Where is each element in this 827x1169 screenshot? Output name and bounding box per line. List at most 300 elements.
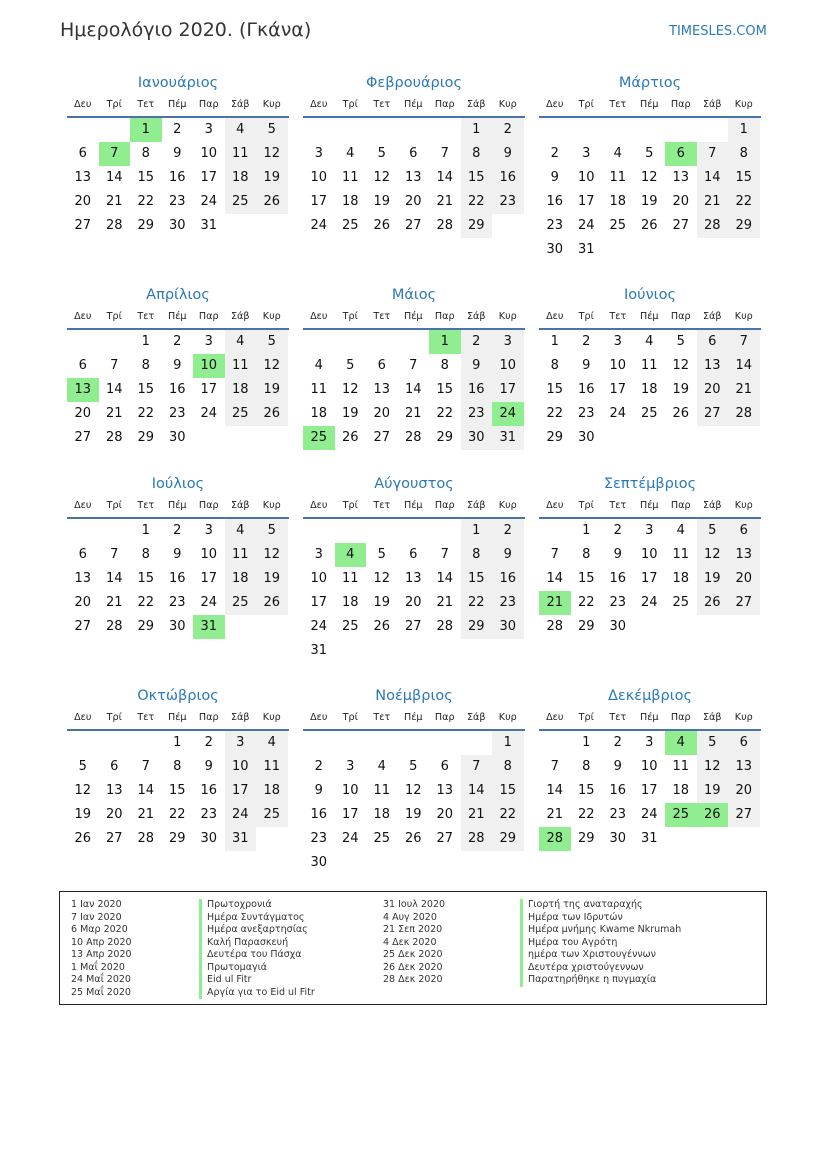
empty-day-cell (697, 615, 729, 639)
day-cell: 26 (373, 619, 391, 634)
day-cell: 17 (200, 170, 218, 185)
weekday-header: Παρ (434, 99, 455, 110)
day-cell: 25 (225, 190, 257, 214)
weekday-header: Παρ (434, 712, 455, 723)
day-cell: 21 (728, 378, 760, 402)
day-cell: 11 (341, 571, 359, 586)
week-row (67, 567, 289, 591)
day-cell: 11 (672, 759, 690, 774)
week-row (303, 827, 525, 851)
day-cell: 9 (550, 170, 559, 185)
day-cell: 29 (492, 827, 524, 851)
week-row (67, 166, 289, 190)
day-cell: 27 (74, 619, 92, 634)
legend-date: 4 Δεκ 2020 (383, 936, 437, 948)
day-cell: 24 (609, 406, 627, 421)
month-11 (303, 685, 525, 875)
day-cell: 22 (546, 406, 564, 421)
week-row (539, 426, 761, 450)
day-cell: 27 (105, 831, 123, 846)
day-cell: 21 (105, 194, 123, 209)
day-cell: 20 (373, 406, 391, 421)
legend-names-right (520, 899, 681, 987)
month-name: Μάιος (391, 287, 437, 303)
weekday-header: Σάβ (466, 311, 486, 322)
day-cell: 5 (697, 731, 729, 755)
weekday-header: Παρ (434, 311, 455, 322)
day-cell: 23 (609, 595, 627, 610)
empty-day-cell (461, 851, 493, 875)
month-days (303, 330, 525, 450)
day-cell: 18 (672, 783, 690, 798)
day-cell: 1 (141, 334, 150, 349)
day-cell: 11 (373, 783, 391, 798)
empty-day-cell (335, 731, 367, 755)
month-name: Οκτώβριος (137, 688, 219, 704)
day-cell: 14 (697, 166, 729, 190)
holiday-day-cell: 4 (335, 543, 367, 567)
day-cell: 12 (373, 571, 391, 586)
day-cell: 19 (74, 807, 92, 822)
day-cell: 3 (314, 146, 323, 161)
empty-day-cell (398, 330, 430, 354)
day-cell: 13 (105, 783, 123, 798)
weekday-header: Παρ (198, 500, 219, 511)
month-10 (67, 685, 289, 851)
day-cell: 28 (436, 218, 454, 233)
month-days (67, 118, 289, 238)
month-days (539, 731, 761, 851)
day-cell: 20 (74, 595, 92, 610)
week-row (539, 779, 761, 803)
day-cell: 24 (640, 807, 658, 822)
weekday-header: Κυρ (262, 712, 281, 723)
month-2 (303, 72, 525, 238)
day-cell: 16 (168, 571, 186, 586)
day-cell: 5 (645, 146, 654, 161)
empty-day-cell (539, 519, 571, 543)
weekday-header: Σάβ (230, 500, 250, 511)
day-cell: 14 (728, 354, 760, 378)
empty-day-cell (602, 118, 634, 142)
empty-day-cell (429, 731, 461, 755)
weekday-header: Σάβ (230, 712, 250, 723)
day-cell: 7 (110, 358, 119, 373)
weekday-header: Τετ (373, 311, 391, 322)
weekday-header: Παρ (670, 311, 691, 322)
month-days (67, 330, 289, 450)
day-cell: 30 (168, 619, 186, 634)
day-cell: 7 (440, 146, 449, 161)
day-cell: 2 (173, 334, 182, 349)
legend-date: 10 Απρ 2020 (71, 936, 132, 948)
weekday-header: Σάβ (702, 712, 722, 723)
day-cell: 27 (74, 218, 92, 233)
day-cell: 18 (225, 567, 257, 591)
day-cell: 17 (609, 382, 627, 397)
day-cell: 6 (728, 519, 760, 543)
day-cell: 22 (436, 406, 454, 421)
holiday-day-cell: 26 (697, 803, 729, 827)
week-row (303, 166, 525, 190)
day-cell: 16 (168, 382, 186, 397)
day-cell: 18 (256, 779, 288, 803)
day-cell: 2 (173, 122, 182, 137)
day-cell: 28 (105, 218, 123, 233)
legend-date: 1 Ιαν 2020 (71, 899, 122, 910)
day-cell: 23 (461, 402, 493, 426)
day-cell: 18 (672, 571, 690, 586)
day-cell: 3 (492, 330, 524, 354)
day-cell: 10 (640, 547, 658, 562)
day-cell: 16 (200, 783, 218, 798)
weekday-header: Τρί (342, 311, 358, 322)
weekday-header: Δευ (546, 500, 564, 511)
day-cell: 4 (645, 334, 654, 349)
day-cell: 23 (609, 807, 627, 822)
day-cell: 15 (168, 783, 186, 798)
day-cell: 26 (672, 406, 690, 421)
weekday-header: Σάβ (466, 500, 486, 511)
week-row (539, 330, 761, 354)
weekday-header: Τρί (342, 500, 358, 511)
empty-day-cell (130, 731, 162, 755)
day-cell: 17 (640, 571, 658, 586)
weekday-header: Δευ (74, 500, 92, 511)
day-cell: 19 (373, 194, 391, 209)
day-cell: 6 (377, 358, 386, 373)
empty-day-cell (461, 731, 493, 755)
legend-holiday-name: Δευτέρα του Πάσχα (199, 949, 315, 962)
weekday-header: Τετ (609, 500, 627, 511)
empty-day-cell (193, 426, 225, 450)
day-cell: 15 (137, 571, 155, 586)
day-cell: 16 (609, 783, 627, 798)
day-cell: 5 (377, 146, 386, 161)
empty-day-cell (303, 118, 335, 142)
day-cell: 3 (645, 735, 654, 750)
day-cell: 29 (137, 619, 155, 634)
day-cell: 24 (200, 194, 218, 209)
legend-holiday-name: Πρωτομαγιά (199, 962, 315, 975)
day-cell: 12 (74, 783, 92, 798)
weekday-header: Πέμ (639, 99, 659, 110)
weekday-header: Δευ (310, 712, 328, 723)
day-cell: 18 (341, 595, 359, 610)
weekday-header: Πέμ (167, 311, 187, 322)
day-cell: 18 (373, 807, 391, 822)
day-cell: 21 (436, 194, 454, 209)
legend-date: 21 Σεπ 2020 (383, 924, 443, 935)
day-cell: 14 (105, 571, 123, 586)
empty-day-cell (665, 118, 697, 142)
week-row (67, 827, 289, 851)
day-cell: 21 (697, 190, 729, 214)
weekday-header: Πέμ (639, 311, 659, 322)
day-cell: 19 (404, 807, 422, 822)
day-cell: 20 (404, 595, 422, 610)
day-cell: 30 (546, 242, 564, 257)
day-cell: 24 (640, 595, 658, 610)
day-cell: 19 (256, 567, 288, 591)
day-cell: 20 (728, 567, 760, 591)
day-cell: 17 (492, 378, 524, 402)
week-row (67, 543, 289, 567)
day-cell: 18 (225, 378, 257, 402)
day-cell: 26 (256, 190, 288, 214)
day-cell: 7 (461, 755, 493, 779)
day-cell: 11 (225, 354, 257, 378)
empty-day-cell (665, 426, 697, 450)
day-cell: 6 (78, 358, 87, 373)
day-cell: 14 (546, 783, 564, 798)
day-cell: 30 (492, 615, 524, 639)
day-cell: 26 (74, 831, 92, 846)
weekday-header: Δευ (310, 311, 328, 322)
day-cell: 10 (577, 170, 595, 185)
day-cell: 11 (256, 755, 288, 779)
legend-holiday-name: Eid ul Fitr (199, 974, 315, 987)
weekday-header-row (539, 707, 761, 731)
day-cell: 22 (577, 807, 595, 822)
day-cell: 1 (461, 519, 493, 543)
week-row (539, 827, 761, 851)
day-cell: 8 (141, 146, 150, 161)
weekday-header: Πέμ (403, 99, 423, 110)
day-cell: 22 (461, 591, 493, 615)
day-cell: 4 (346, 146, 355, 161)
empty-day-cell (571, 118, 603, 142)
day-cell: 14 (546, 571, 564, 586)
week-row (67, 402, 289, 426)
weekday-header: Τρί (106, 311, 122, 322)
week-row (67, 591, 289, 615)
day-cell: 10 (310, 571, 328, 586)
site-link[interactable]: TIMESLES.COM (669, 24, 767, 39)
day-cell: 23 (492, 190, 524, 214)
week-row (67, 615, 289, 639)
day-cell: 6 (409, 547, 418, 562)
weekday-header: Κυρ (498, 500, 517, 511)
day-cell: 30 (609, 619, 627, 634)
empty-day-cell (256, 615, 288, 639)
day-cell: 12 (697, 755, 729, 779)
month-name: Φεβρουάριος (365, 75, 463, 91)
weekday-header: Κυρ (734, 500, 753, 511)
weekday-header: Τετ (373, 500, 391, 511)
week-row (539, 354, 761, 378)
day-cell: 8 (141, 547, 150, 562)
weekday-header: Τετ (137, 712, 155, 723)
day-cell: 21 (404, 406, 422, 421)
day-cell: 7 (409, 358, 418, 373)
day-cell: 10 (640, 759, 658, 774)
day-cell: 30 (461, 426, 493, 450)
empty-day-cell (366, 330, 398, 354)
day-cell: 5 (256, 118, 288, 142)
empty-day-cell (728, 827, 760, 851)
day-cell: 26 (256, 402, 288, 426)
empty-day-cell (665, 827, 697, 851)
legend-names-left (199, 899, 315, 999)
empty-day-cell (335, 519, 367, 543)
day-cell: 1 (550, 334, 559, 349)
empty-day-cell (303, 330, 335, 354)
day-cell: 16 (546, 194, 564, 209)
weekday-header: Τρί (578, 500, 594, 511)
day-cell: 2 (550, 146, 559, 161)
empty-day-cell (728, 238, 760, 262)
day-cell: 26 (640, 218, 658, 233)
weekday-header: Σάβ (702, 99, 722, 110)
day-cell: 11 (310, 382, 328, 397)
day-cell: 15 (461, 567, 493, 591)
day-cell: 27 (728, 591, 760, 615)
legend-date: 31 Ιουλ 2020 (383, 899, 446, 910)
weekday-header: Τρί (106, 500, 122, 511)
day-cell: 13 (697, 354, 729, 378)
day-cell: 2 (582, 334, 591, 349)
day-cell: 30 (168, 430, 186, 445)
weekday-header: Πέμ (639, 500, 659, 511)
day-cell: 26 (256, 591, 288, 615)
day-cell: 7 (697, 142, 729, 166)
month-5 (303, 284, 525, 450)
legend-date: 4 Αυγ 2020 (383, 911, 437, 923)
weekday-header: Πέμ (639, 712, 659, 723)
day-cell: 29 (137, 218, 155, 233)
weekday-header: Κυρ (498, 712, 517, 723)
day-cell: 17 (200, 571, 218, 586)
week-row (303, 567, 525, 591)
month-4 (67, 284, 289, 450)
holiday-day-cell: 24 (492, 402, 524, 426)
weekday-header: Σάβ (466, 712, 486, 723)
day-cell: 1 (141, 523, 150, 538)
day-cell: 11 (225, 142, 257, 166)
day-cell: 8 (461, 142, 493, 166)
empty-day-cell (697, 426, 729, 450)
empty-day-cell (398, 639, 430, 663)
weekday-header: Πέμ (167, 99, 187, 110)
weekday-header: Τρί (106, 99, 122, 110)
week-row (539, 731, 761, 755)
empty-day-cell (492, 214, 524, 238)
day-cell: 16 (609, 571, 627, 586)
day-cell: 19 (640, 194, 658, 209)
day-cell: 30 (310, 855, 328, 870)
day-cell: 17 (640, 783, 658, 798)
day-cell: 8 (173, 759, 182, 774)
day-cell: 13 (74, 170, 92, 185)
weekday-header: Πέμ (167, 712, 187, 723)
month-8 (303, 473, 525, 663)
holiday-day-cell: 28 (539, 827, 571, 851)
day-cell: 9 (613, 759, 622, 774)
weekday-header-row (67, 707, 289, 731)
empty-day-cell (398, 851, 430, 875)
day-cell: 24 (225, 803, 257, 827)
weekday-header: Τετ (609, 99, 627, 110)
week-row (303, 851, 525, 875)
day-cell: 4 (225, 330, 257, 354)
weekday-header: Τετ (137, 311, 155, 322)
day-cell: 1 (173, 735, 182, 750)
empty-day-cell (99, 330, 131, 354)
weekday-header: Παρ (670, 500, 691, 511)
day-cell: 28 (546, 619, 564, 634)
day-cell: 21 (137, 807, 155, 822)
day-cell: 14 (137, 783, 155, 798)
empty-day-cell (366, 118, 398, 142)
weekday-header: Δευ (310, 500, 328, 511)
weekday-header: Τετ (373, 712, 391, 723)
week-row (539, 755, 761, 779)
day-cell: 9 (613, 547, 622, 562)
day-cell: 25 (640, 406, 658, 421)
holiday-day-cell: 4 (665, 731, 697, 755)
day-cell: 7 (440, 547, 449, 562)
day-cell: 10 (225, 755, 257, 779)
day-cell: 1 (492, 731, 524, 755)
day-cell: 27 (74, 430, 92, 445)
weekday-header: Πέμ (403, 500, 423, 511)
day-cell: 4 (314, 358, 323, 373)
day-cell: 2 (613, 735, 622, 750)
empty-day-cell (303, 731, 335, 755)
day-cell: 6 (78, 146, 87, 161)
day-cell: 5 (256, 519, 288, 543)
day-cell: 27 (404, 619, 422, 634)
month-12 (539, 685, 761, 851)
day-cell: 5 (346, 358, 355, 373)
empty-day-cell (429, 851, 461, 875)
day-cell: 2 (461, 330, 493, 354)
day-cell: 9 (314, 783, 323, 798)
day-cell: 12 (256, 543, 288, 567)
day-cell: 24 (577, 218, 595, 233)
weekday-header: Κυρ (734, 712, 753, 723)
day-cell: 27 (672, 218, 690, 233)
day-cell: 28 (728, 402, 760, 426)
weekday-header: Τρί (578, 712, 594, 723)
day-cell: 15 (577, 571, 595, 586)
week-row (303, 214, 525, 238)
day-cell: 2 (314, 759, 323, 774)
day-cell: 14 (404, 382, 422, 397)
day-cell: 22 (461, 190, 493, 214)
month-days (303, 118, 525, 238)
weekday-header: Σάβ (466, 99, 486, 110)
day-cell: 4 (676, 523, 685, 538)
day-cell: 29 (577, 619, 595, 634)
weekday-header: Παρ (198, 712, 219, 723)
empty-day-cell (398, 118, 430, 142)
month-name: Σεπτέμβριος (603, 476, 697, 492)
empty-day-cell (492, 851, 524, 875)
legend-date: 6 Μαρ 2020 (71, 924, 128, 935)
legend-holiday-name: Γιορτή της αναταραχής (520, 899, 681, 912)
empty-day-cell (256, 426, 288, 450)
day-cell: 15 (577, 783, 595, 798)
empty-day-cell (539, 731, 571, 755)
day-cell: 11 (225, 543, 257, 567)
day-cell: 21 (105, 595, 123, 610)
weekday-header: Τετ (609, 712, 627, 723)
weekday-header: Δευ (74, 311, 92, 322)
day-cell: 20 (697, 378, 729, 402)
week-row (67, 142, 289, 166)
